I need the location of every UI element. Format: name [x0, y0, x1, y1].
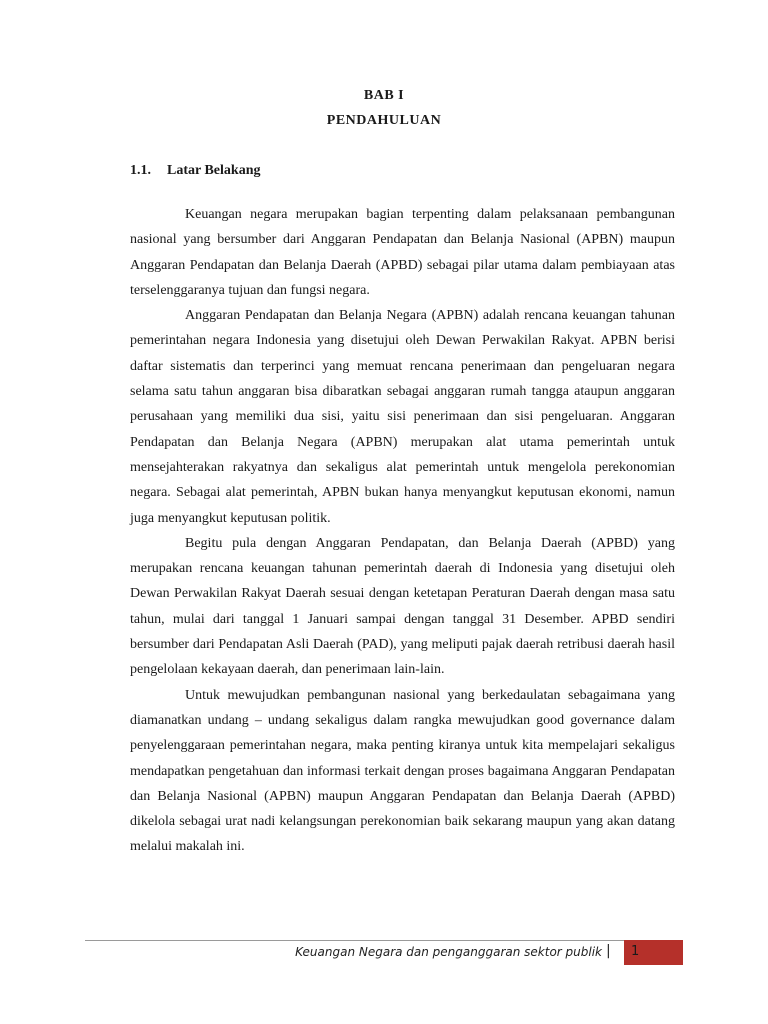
- paragraph: Keuangan negara merupakan bagian terpenting dalam pelaksanaan pembangunan nasional yang bersumber dari Anggaran Pendapatan dan Belanja Nasional (APBN) maupun Anggaran Pendapatan dan Belanja Daerah (APBD) sebagai pilar utama dalam pembiayaan atas terselenggaranya tujuan dan fungsi negara.: [130, 207, 675, 298]
- body-text: [130, 202, 675, 860]
- section-number: 1.1.: [130, 163, 151, 178]
- section-heading: [130, 163, 260, 179]
- page-number: 1: [631, 944, 640, 959]
- paragraph: Untuk mewujudkan pembangunan nasional yang berkedaulatan sebagaimana yang diamanatkan undang – undang sekaligus dalam rangka mewujudkan good governance dalam penyelenggaraan pemerintahan negara, maka penting kiranya untuk kita mempelajari sekaligus mendapatkan pengetahuan dan informasi terkait dengan proses bagaimana Anggaran Pendapatan dan Belanja Nasional (APBN) maupun Anggaran Pendapatan dan Belanja Daerah (APBD) dikelola sebagai urat nadi kelangsungan perekonomian baik sekarang maupun yang akan datang melalui makalah ini.: [130, 687, 675, 855]
- footer-rule: [85, 940, 625, 941]
- footer-separator: |: [606, 943, 611, 959]
- section-title: Latar Belakang: [167, 163, 261, 178]
- paragraph: Anggaran Pendapatan dan Belanja Negara (APBN) adalah rencana keuangan tahunan pemerintahan negara Indonesia yang disetujui oleh Dewan Perwakilan Rakyat. APBN berisi daftar sistematis dan terperinci yang memuat rencana penerimaan dan pengeluaran negara selama satu tahun anggaran bisa dibaratkan sebagai anggaran rumah tangga ataupun anggaran perusahaan yang memiliki dua sisi, yaitu sisi penerimaan dan sisi pengeluaran. Anggaran Pendapatan dan Belanja Negara (APBN) merupakan alat utama pemerintah untuk mensejahterakan rakyatnya dan sekaligus alat pemerintah untuk mengelola perekonomian negara. Sebagai alat pemerintah, APBN bukan hanya menyangkut keputusan ekonomi, namun juga menyangkut keputusan politik.: [130, 308, 675, 526]
- paragraph: Begitu pula dengan Anggaran Pendapatan, dan Belanja Daerah (APBD) yang merupakan rencana keuangan tahunan pemerintah daerah di Indonesia yang disetujui oleh Dewan Perwakilan Rakyat Daerah sesuai dengan ketetapan Peraturan Daerah dengan masa satu tahun, mulai dari tanggal 1 Januari sampai dengan tanggal 31 Desember. APBD sendiri bersumber dari Pendapatan Asli Daerah (PAD), yang meliputi pajak daerah retribusi daerah hasil pengelolaan kekayaan daerah, dan penerimaan lain-lain.: [130, 535, 675, 678]
- footer-running-title: Keuangan Negara dan penganggaran sektor publik: [295, 945, 602, 959]
- chapter-number: BAB I: [363, 88, 405, 103]
- chapter-title: PENDAHULUAN: [326, 113, 442, 128]
